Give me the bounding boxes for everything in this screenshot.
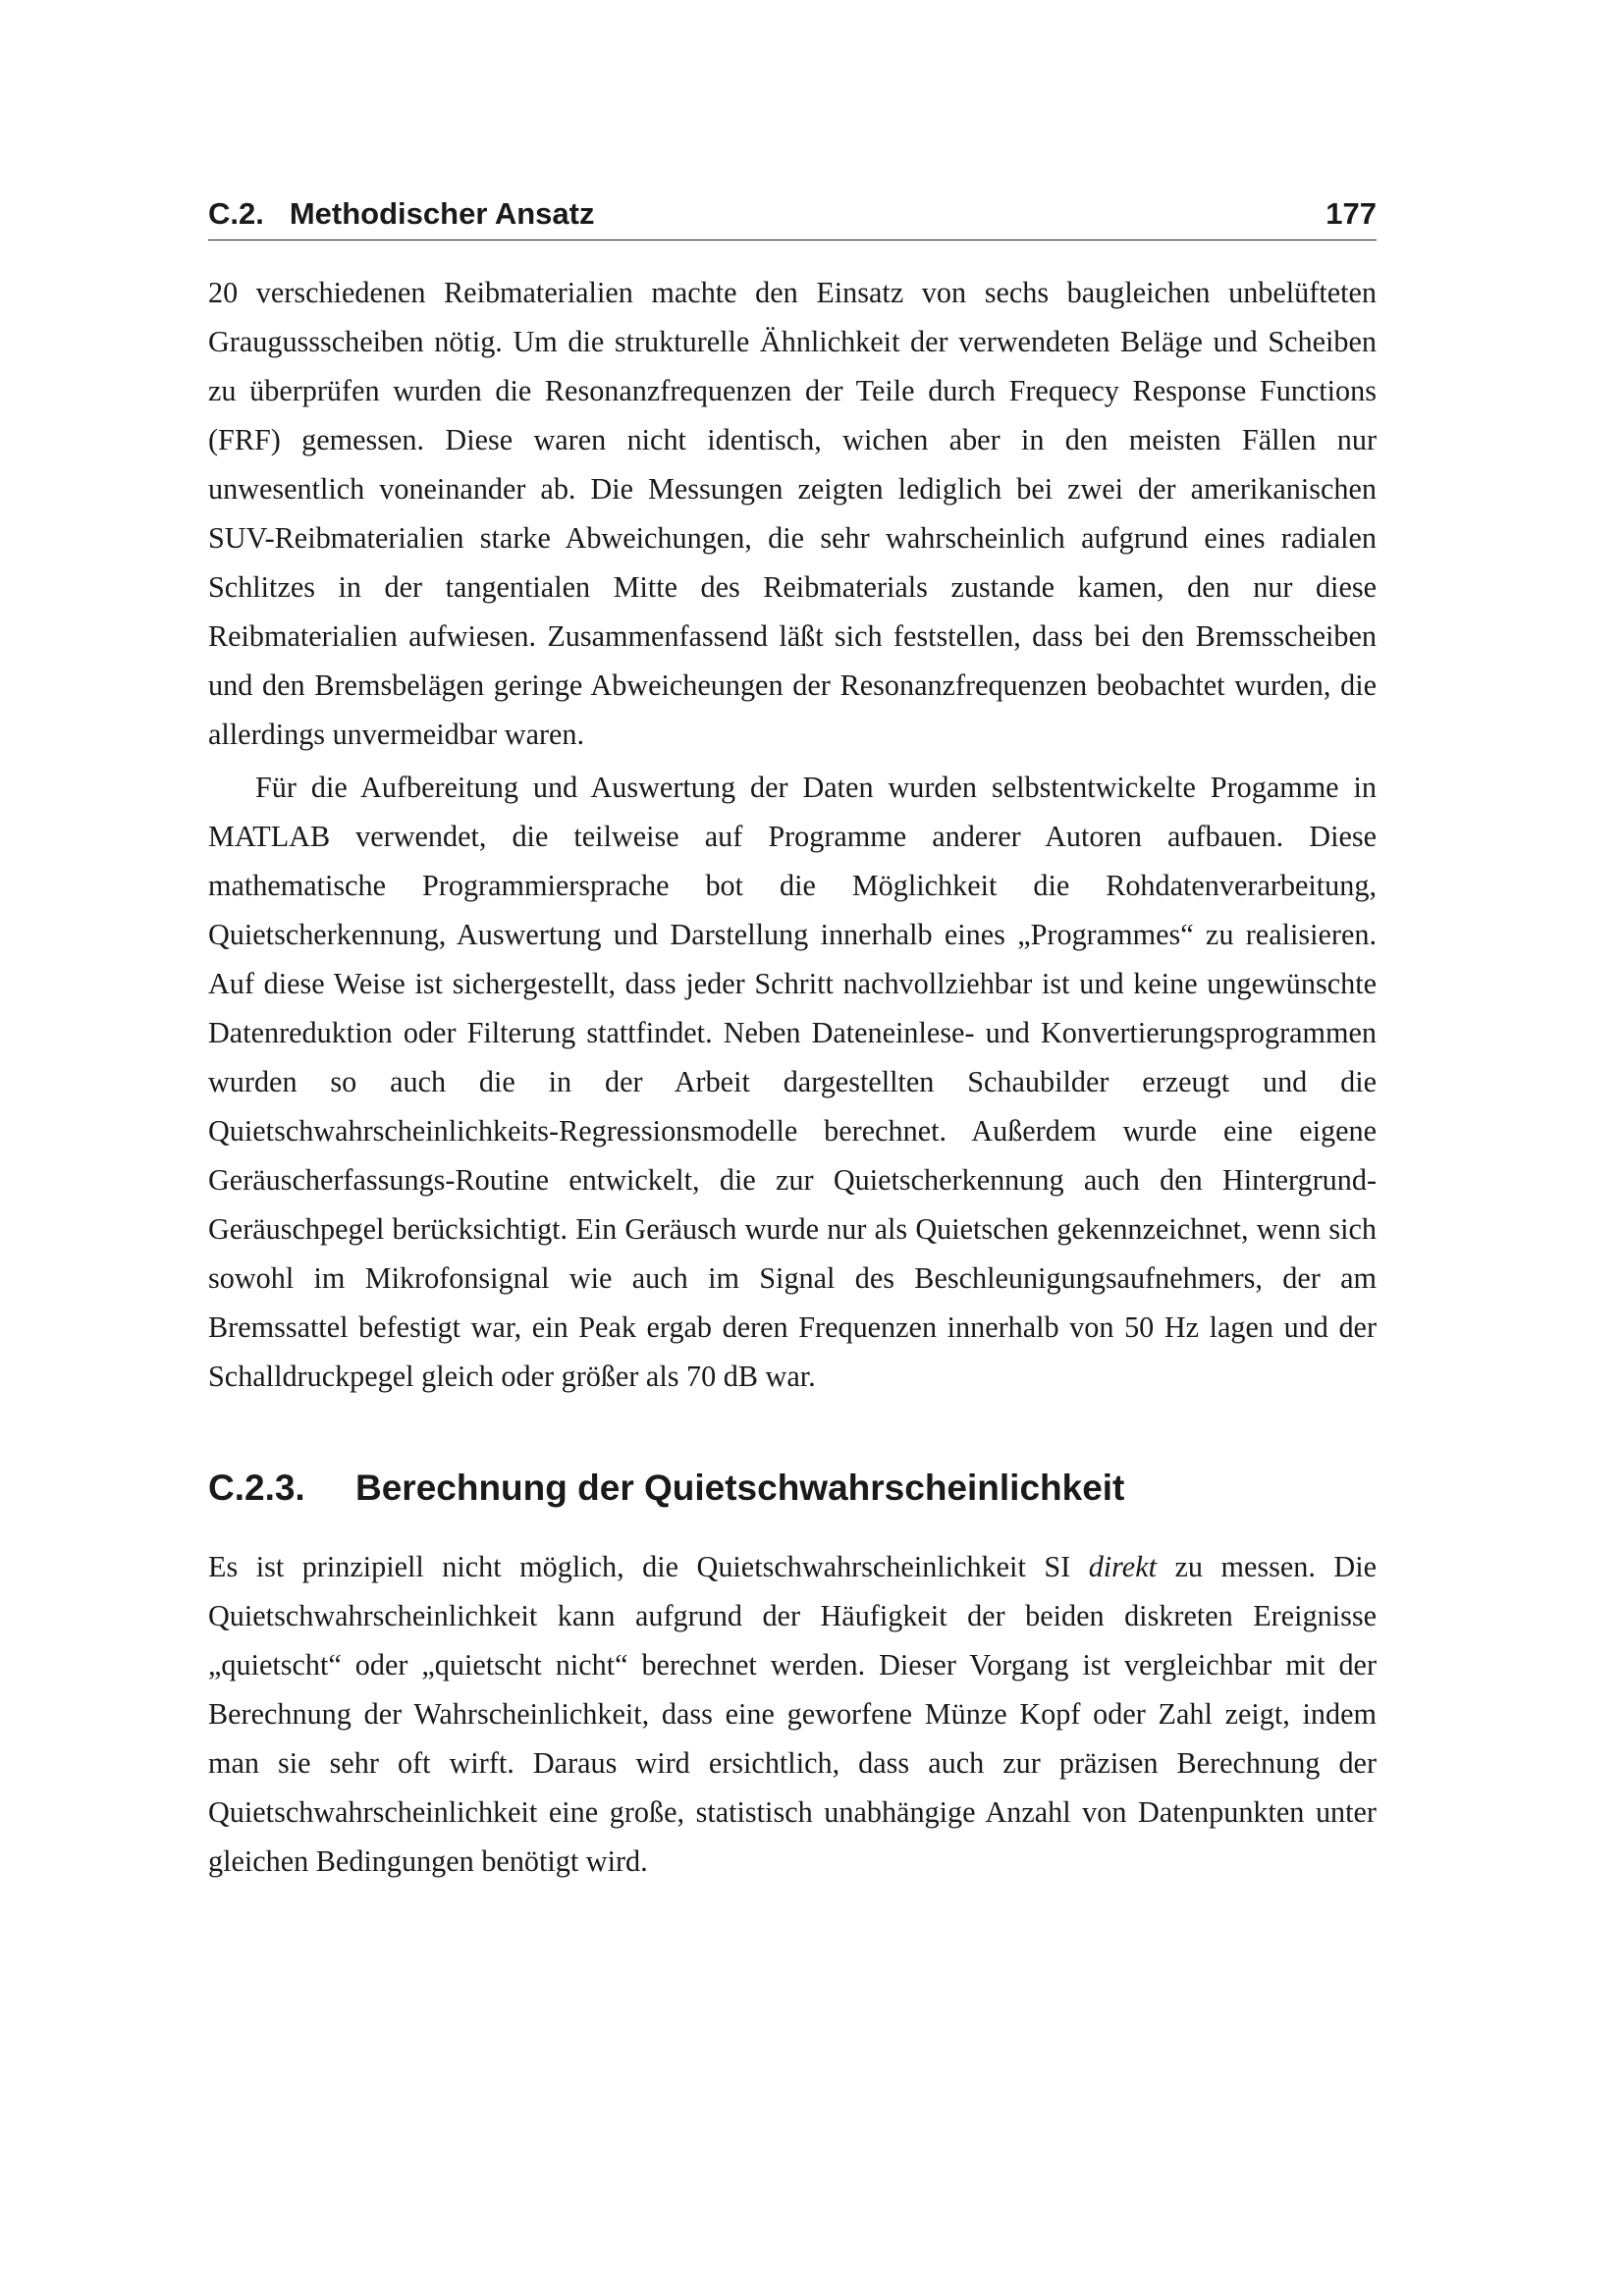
paragraph-data-processing: Für die Aufbereitung und Auswertung der Daten wurden selbstentwickelte Progamme in MATLAB verwendet, die teilweise auf Programme anderer Autoren aufbauen. Diese mathematische Programmiersprache bot die Möglichkeit die Rohdatenverarbeitung, Quietscherkennung, Auswertung und Darstellung innerhalb eines „Programmes“ zu realisieren. Auf diese Weise ist sichergestellt, dass jeder Schritt nachvollziehbar ist und keine ungewünschte Datenreduktion oder Filterung stattfindet. Neben Dateneinlese- und Konvertierungsprogrammen wurden so auch die in der Arbeit dargestellten Schaubilder erzeugt und die Quietschwahrscheinlichkeits-Regressionsmodelle berechnet. Außerdem wurde eine eigene Geräuscherfassungs-Routine entwickelt, die zur Quietscherkennung auch den Hintergrund-Geräuschpegel berücksichtigt. Ein Geräusch wurde nur als Quietschen gekennzeichnet, wenn sich sowohl im Mikrofonsignal wie auch im Signal des Beschleunigungsaufnehmers, der am Bremssattel befestigt war, ein Peak ergab deren Frequenzen innerhalb von 50 Hz lagen und der Schalldruckpegel gleich oder größer als 70 dB war.	[208, 771, 1377, 1393]
paragraph-continued: 20 verschiedenen Reibmaterialien machte den Einsatz von sechs baugleichen unbelüfteten Graugussscheiben nötig. Um die strukturelle Ähnlichkeit der verwendeten Beläge und Scheiben zu überprüfen wurden die Resonanzfrequenzen der Teile durch Frequecy Response Functions (FRF) gemessen. Diese waren nicht identisch, wichen aber in den meisten Fällen nur unwesentlich voneinander ab. Die Messungen zeigten lediglich bei zwei der amerikanischen SUV-Reibmaterialien starke Abweichungen, die sehr wahrscheinlich aufgrund eines radialen Schlitzes in der tangentialen Mitte des Reibmaterials zustande kamen, den nur diese Reibmaterialien aufwiesen. Zusammenfassend läßt sich feststellen, dass bei den Bremsscheiben und den Bremsbelägen geringe Abweicheungen der Resonanzfrequenzen beobachtet wurden, die allerdings unvermeidbar waren.	[208, 276, 1377, 751]
header-section-title: Methodischer Ansatz	[289, 196, 595, 231]
section-number: C.2.3.	[208, 1468, 305, 1508]
section-heading	[208, 1468, 1377, 1509]
body-text	[208, 268, 1377, 1401]
running-header	[208, 196, 1377, 240]
header-section-label	[208, 196, 594, 232]
document-page	[208, 196, 1377, 1886]
section-body-text	[208, 1542, 1377, 1886]
page-number: 177	[1325, 196, 1377, 231]
paragraph-squeal-probability	[208, 1542, 1377, 1886]
emphasis-direkt: direkt	[1088, 1550, 1157, 1583]
paragraph-text-rest: zu messen. Die Quietschwahrscheinlichkeit kann aufgrund der Häufigkeit der beiden diskreten Ereignisse „quietscht“ oder „quietscht nicht“ berechnet werden. Dieser Vorgang ist vergleichbar mit der Berechnung der Wahrscheinlichkeit, dass eine geworfene Münze Kopf oder Zahl zeigt, indem man sie sehr oft wirft. Daraus wird ersichtlich, dass auch zur präzisen Berechnung der Quietschwahrscheinlichkeit eine große, statistisch unabhängige Anzahl von Datenpunkten unter gleichen Bedingungen benötigt wird.	[208, 1550, 1377, 1878]
header-section-number: C.2.	[208, 196, 264, 231]
section-title: Berechnung der Quietschwahrscheinlichkeit	[355, 1468, 1125, 1508]
paragraph-text-start: Es ist prinzipiell nicht möglich, die Quietschwahrscheinlichkeit SI	[208, 1550, 1089, 1583]
